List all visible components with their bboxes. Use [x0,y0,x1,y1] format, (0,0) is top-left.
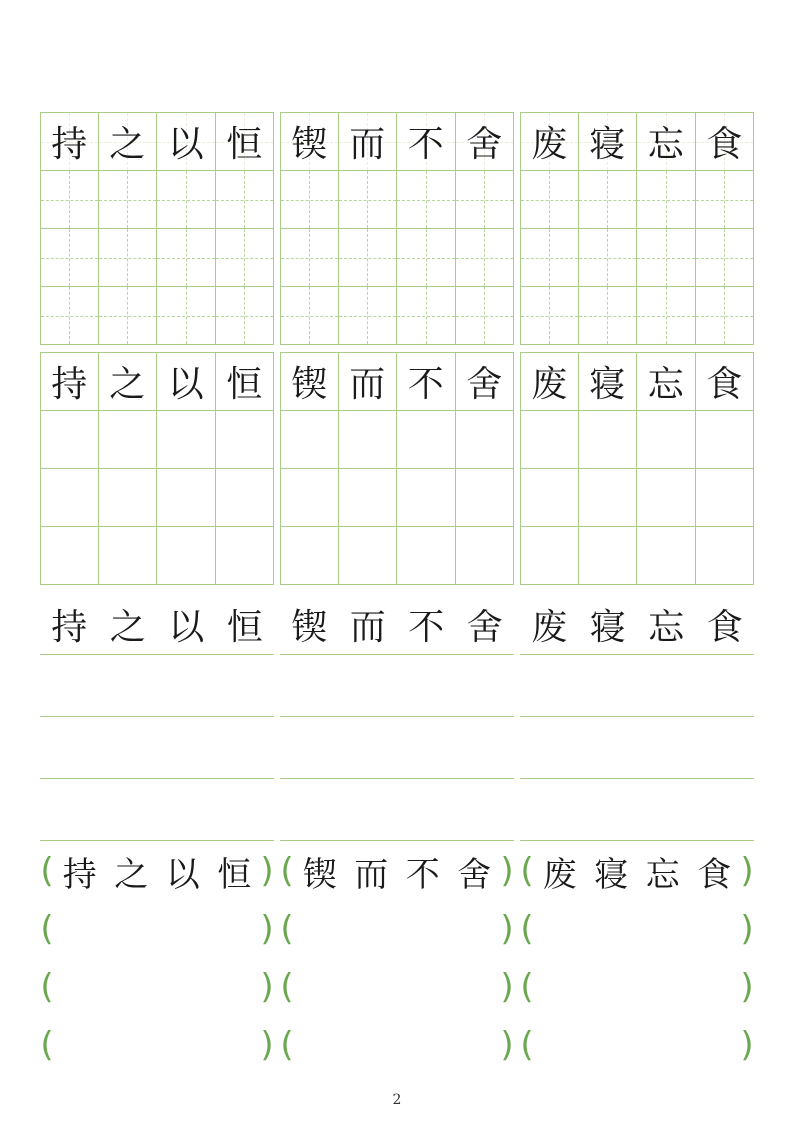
model-character: 食 [706,124,743,165]
open-paren: ( [520,909,534,949]
practice-cell[interactable] [339,469,398,527]
model-character: 忘 [645,854,680,895]
model-character: 忘 [647,124,684,165]
practice-cell[interactable] [40,411,99,469]
lined-block-3 [520,594,754,841]
model-cell [99,352,158,411]
practice-cell[interactable] [456,287,515,345]
practice-cell[interactable] [157,229,216,287]
practice-cell[interactable] [696,527,755,585]
open-paren: ( [40,967,54,1007]
model-cell [280,112,339,171]
close-paren: ) [500,909,514,949]
close-paren: ) [740,967,754,1007]
practice-cell[interactable] [696,229,755,287]
practice-cell[interactable] [216,229,275,287]
writing-line[interactable] [280,779,514,841]
grid-row [40,171,274,229]
practice-cell[interactable] [339,171,398,229]
model-character: 持 [62,854,97,895]
practice-cell[interactable] [40,171,99,229]
model-cell [696,352,755,411]
model-paren-row [520,842,754,900]
model-character: 而 [354,854,389,895]
model-cell [456,352,515,411]
model-cell [99,112,158,171]
model-character: 寝 [589,364,626,405]
model-character: 持 [51,124,88,165]
tianzige-block-3 [520,112,754,345]
practice-cell[interactable] [579,469,638,527]
practice-cell[interactable] [696,171,755,229]
practice-cell[interactable] [696,287,755,345]
model-cell [40,112,99,171]
practice-paren-row[interactable] [40,1016,274,1074]
model-paren-row [280,842,514,900]
model-character: 锲 [291,606,328,648]
practice-cell[interactable] [397,287,456,345]
model-character: 寝 [589,124,626,165]
open-paren: ( [520,967,534,1007]
close-paren: ) [740,1025,754,1065]
practice-cell[interactable] [157,171,216,229]
practice-cell[interactable] [99,287,158,345]
grid-row [280,469,514,527]
model-cell [456,112,515,171]
practice-cell[interactable] [99,171,158,229]
model-character: 不 [407,124,444,165]
practice-paren-row[interactable] [40,900,274,958]
practice-cell[interactable] [456,229,515,287]
practice-cell[interactable] [520,527,579,585]
grid-row [280,112,514,171]
practice-cell[interactable] [520,469,579,527]
practice-cell[interactable] [696,411,755,469]
writing-line[interactable] [520,655,754,717]
practice-cell[interactable] [579,527,638,585]
square-block-1 [40,352,274,585]
open-paren: ( [40,909,54,949]
model-paren-row [40,842,274,900]
practice-cell[interactable] [397,527,456,585]
model-character: 恒 [226,124,263,165]
practice-paren-row[interactable] [520,958,754,1016]
practice-cell[interactable] [456,527,515,585]
model-cell [637,352,696,411]
practice-cell[interactable] [339,287,398,345]
model-character: 之 [114,854,149,895]
model-character: 废 [531,606,568,648]
model-character: 之 [109,124,146,165]
practice-cell[interactable] [696,469,755,527]
model-cell [520,112,579,171]
model-character: 之 [109,364,146,405]
model-character: 舍 [457,854,492,895]
writing-line[interactable] [40,655,274,717]
close-paren: ) [500,1025,514,1065]
practice-cell[interactable] [157,469,216,527]
square-block-2 [280,352,514,585]
practice-cell[interactable] [637,469,696,527]
page-number: 2 [392,1092,402,1108]
practice-cell[interactable] [579,287,638,345]
practice-cell[interactable] [397,469,456,527]
open-paren: ( [40,851,54,891]
practice-cell[interactable] [520,171,579,229]
paren-block-3 [520,842,754,1074]
practice-cell[interactable] [99,229,158,287]
tianzige-block-1 [40,112,274,345]
practice-cell[interactable] [520,229,579,287]
model-character: 而 [349,606,386,648]
practice-cell[interactable] [40,287,99,345]
model-character: 而 [349,364,386,405]
model-character: 舍 [466,124,503,165]
grid-row [40,287,274,345]
model-word-row [520,594,754,655]
model-character: 舍 [466,364,503,405]
practice-cell[interactable] [157,411,216,469]
open-paren: ( [280,909,294,949]
model-character: 废 [542,854,577,895]
practice-cell[interactable] [339,411,398,469]
practice-cell[interactable] [339,229,398,287]
open-paren: ( [280,1025,294,1065]
practice-cell[interactable] [280,527,339,585]
practice-cell[interactable] [637,411,696,469]
close-paren: ) [260,909,274,949]
practice-cell[interactable] [637,229,696,287]
model-character: 废 [531,364,568,405]
model-character: 食 [706,364,743,405]
grid-row [520,112,754,171]
model-cell [397,352,456,411]
practice-cell[interactable] [40,527,99,585]
lined-block-1 [40,594,274,841]
writing-line[interactable] [520,717,754,779]
practice-cell[interactable] [579,229,638,287]
model-cell [520,352,579,411]
open-paren: ( [40,1025,54,1065]
grid-row [280,411,514,469]
practice-cell[interactable] [216,287,275,345]
grid-row [40,527,274,585]
model-cell [216,112,275,171]
model-character: 锲 [302,854,337,895]
grid-row [520,527,754,585]
paren-content [54,847,260,896]
model-cell [637,112,696,171]
model-character: 忘 [648,606,685,648]
practice-cell[interactable] [40,469,99,527]
grid-row [280,229,514,287]
open-paren: ( [280,851,294,891]
close-paren: ) [260,851,274,891]
writing-line[interactable] [280,655,514,717]
practice-paren-row[interactable] [520,900,754,958]
grid-row [280,352,514,411]
paren-block-2 [280,842,514,1074]
model-character: 不 [405,854,440,895]
practice-cell[interactable] [280,171,339,229]
practice-paren-row[interactable] [280,1016,514,1074]
model-character: 以 [168,606,205,648]
practice-cell[interactable] [456,469,515,527]
practice-cell[interactable] [99,411,158,469]
square-block-3 [520,352,754,585]
model-character: 恒 [226,606,263,648]
model-cell [696,112,755,171]
close-paren: ) [740,909,754,949]
open-paren: ( [280,967,294,1007]
model-cell [339,112,398,171]
practice-cell[interactable] [280,287,339,345]
grid-row [520,171,754,229]
practice-cell[interactable] [456,171,515,229]
practice-cell[interactable] [216,411,275,469]
model-word-row [280,594,514,655]
practice-cell[interactable] [157,287,216,345]
paren-content [294,847,500,896]
grid-row [520,469,754,527]
lined-block-2 [280,594,514,841]
practice-cell[interactable] [637,527,696,585]
practice-cell[interactable] [216,469,275,527]
model-character: 持 [51,364,88,405]
practice-cell[interactable] [157,527,216,585]
model-cell [40,352,99,411]
model-character: 忘 [647,364,684,405]
practice-cell[interactable] [280,411,339,469]
model-character: 寝 [589,606,626,648]
model-character: 废 [531,124,568,165]
open-paren: ( [520,851,534,891]
close-paren: ) [260,967,274,1007]
tianzige-block-2 [280,112,514,345]
model-cell [339,352,398,411]
practice-paren-row[interactable] [40,958,274,1016]
grid-row [520,352,754,411]
practice-cell[interactable] [40,229,99,287]
model-character: 之 [109,606,146,648]
practice-cell[interactable] [637,171,696,229]
practice-cell[interactable] [397,171,456,229]
grid-row [40,112,274,171]
close-paren: ) [500,851,514,891]
practice-cell[interactable] [579,171,638,229]
model-word-row [40,594,274,655]
model-character: 以 [167,124,204,165]
practice-cell[interactable] [456,411,515,469]
grid-row [40,411,274,469]
writing-line[interactable] [280,717,514,779]
model-cell [579,352,638,411]
practice-cell[interactable] [637,287,696,345]
close-paren: ) [260,1025,274,1065]
model-cell [157,112,216,171]
practice-cell[interactable] [397,229,456,287]
model-character: 恒 [217,854,252,895]
model-character: 寝 [594,854,629,895]
paren-content [534,847,740,896]
practice-cell[interactable] [99,469,158,527]
writing-line[interactable] [40,717,274,779]
model-cell [280,352,339,411]
practice-cell[interactable] [579,411,638,469]
model-character: 食 [697,854,732,895]
practice-cell[interactable] [99,527,158,585]
close-paren: ) [500,967,514,1007]
practice-cell[interactable] [216,171,275,229]
grid-row [40,469,274,527]
model-cell [579,112,638,171]
practice-cell[interactable] [397,411,456,469]
grid-row [520,411,754,469]
practice-paren-row[interactable] [520,1016,754,1074]
writing-line[interactable] [40,779,274,841]
grid-row [40,352,274,411]
practice-cell[interactable] [339,527,398,585]
model-cell [216,352,275,411]
practice-cell[interactable] [520,411,579,469]
grid-row [520,287,754,345]
model-character: 恒 [226,364,263,405]
model-character: 不 [407,364,444,405]
grid-row [40,229,274,287]
model-character: 锲 [291,364,328,405]
grid-row [280,171,514,229]
model-character: 舍 [466,606,503,648]
model-cell [397,112,456,171]
model-character: 而 [349,124,386,165]
practice-paren-row[interactable] [280,900,514,958]
practice-paren-row[interactable] [280,958,514,1016]
model-character: 不 [408,606,445,648]
model-character: 以 [167,364,204,405]
model-character: 食 [706,606,743,648]
grid-row [280,527,514,585]
open-paren: ( [520,1025,534,1065]
model-character: 锲 [291,124,328,165]
model-cell [157,352,216,411]
paren-block-1 [40,842,274,1074]
grid-row [520,229,754,287]
close-paren: ) [740,851,754,891]
practice-cell[interactable] [216,527,275,585]
grid-row [280,287,514,345]
practice-cell[interactable] [280,229,339,287]
writing-line[interactable] [520,779,754,841]
model-character: 以 [165,854,200,895]
practice-cell[interactable] [280,469,339,527]
practice-cell[interactable] [520,287,579,345]
model-character: 持 [51,606,88,648]
